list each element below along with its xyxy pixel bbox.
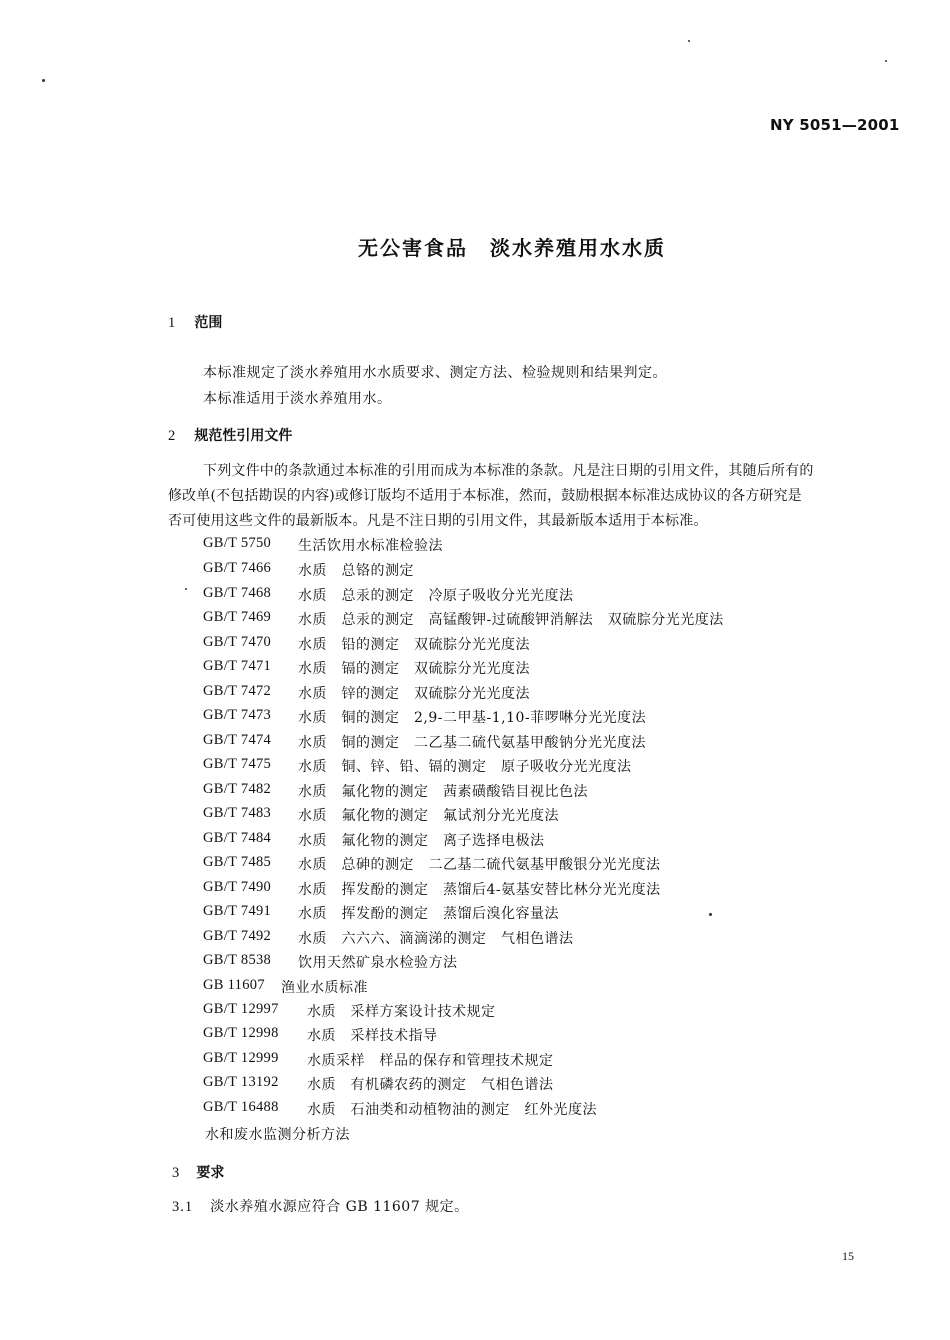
reference-title: 水质 氟化物的测定 离子选择电极法 <box>298 833 545 849</box>
scan-speck <box>185 588 187 590</box>
reference-item <box>203 1050 554 1072</box>
reference-title: 水质 铜的测定 二乙基二硫代氨基甲酸钠分光光度法 <box>298 735 646 751</box>
reference-title: 生活饮用水标准检验法 <box>298 538 443 554</box>
reference-title: 水质 锌的测定 双硫腙分光光度法 <box>298 686 530 702</box>
reference-code: GB/T 7484 <box>203 830 272 846</box>
scan-speck <box>885 60 887 62</box>
reference-item <box>203 609 724 631</box>
reference-code: GB 11607 <box>203 977 265 993</box>
reference-item <box>203 560 414 582</box>
reference-title: 水质 总砷的测定 二乙基二硫代氨基甲酸银分光光度法 <box>298 857 661 873</box>
reference-title: 水质 总铬的测定 <box>298 563 414 579</box>
clause-text: 淡水养殖水源应符合 GB 11607 规定。 <box>210 1199 469 1215</box>
references-intro-line: 下列文件中的条款通过本标准的引用而成为本标准的条款。凡是注日期的引用文件，其随后所有的 <box>203 463 814 479</box>
reference-title: 水质 铅的测定 双硫腙分光光度法 <box>298 637 530 653</box>
document-title: 无公害食品 淡水养殖用水水质 <box>358 236 666 260</box>
reference-code: GB/T 12997 <box>203 1001 279 1017</box>
reference-title: 水质 氟化物的测定 茜素磺酸锆目视比色法 <box>298 784 588 800</box>
reference-title: 渔业水质标准 <box>281 980 368 996</box>
page-number: 15 <box>842 1249 854 1263</box>
reference-item <box>203 928 574 950</box>
reference-code: GB/T 12998 <box>203 1025 279 1041</box>
reference-item <box>203 903 559 925</box>
reference-code: GB/T 7492 <box>203 928 272 944</box>
reference-item <box>203 1074 554 1096</box>
reference-title: 水质 总汞的测定 高锰酸钾-过硫酸钾消解法 双硫腙分光光度法 <box>298 612 724 628</box>
reference-code: GB/T 7483 <box>203 805 272 821</box>
reference-item <box>203 585 574 607</box>
reference-item <box>203 805 559 827</box>
reference-item <box>203 1001 496 1023</box>
reference-item <box>203 658 530 680</box>
scope-paragraph: 本标准规定了淡水养殖用水水质要求、测定方法、检验规则和结果判定。 <box>203 365 667 381</box>
reference-item <box>203 634 530 656</box>
reference-item <box>203 732 646 754</box>
section-number: 3 <box>172 1165 180 1181</box>
reference-title: 饮用天然矿泉水检验方法 <box>298 955 458 971</box>
reference-title: 水质 铜的测定 2,9-二甲基-1,10-菲啰啉分光光度法 <box>298 710 647 726</box>
reference-item <box>203 756 632 778</box>
reference-code: GB/T 7470 <box>203 634 272 650</box>
reference-code: GB/T 7485 <box>203 854 272 870</box>
reference-item <box>203 683 530 705</box>
clause-3-1 <box>172 1196 469 1216</box>
scope-paragraph: 本标准适用于淡水养殖用水。 <box>203 391 392 407</box>
scan-speck <box>42 79 45 82</box>
reference-code: GB/T 5750 <box>203 535 272 551</box>
reference-code: GB/T 7490 <box>203 879 272 895</box>
reference-title: 水质 采样方案设计技术规定 <box>307 1004 496 1020</box>
standard-code: NY 5051—2001 <box>770 116 900 134</box>
reference-title: 水质 铜、锌、铅、镉的测定 原子吸收分光光度法 <box>298 759 632 775</box>
reference-title: 水质 挥发酚的测定 蒸馏后溴化容量法 <box>298 906 559 922</box>
reference-code: GB/T 12999 <box>203 1050 279 1066</box>
reference-title: 水质 六六六、滴滴涕的测定 气相色谱法 <box>298 931 574 947</box>
section-number: 2 <box>168 428 176 444</box>
section-3-heading <box>172 1162 224 1182</box>
reference-code: GB/T 7473 <box>203 707 272 723</box>
section-2-heading <box>168 425 292 445</box>
references-intro-line: 修改单(不包括勘误的内容)或修订版均不适用于本标准，然而，鼓励根据本标准达成协议的各方研究是 <box>168 488 802 504</box>
references-intro-line: 否可使用这些文件的最新版本。凡是不注日期的引用文件，其最新版本适用于本标准。 <box>168 513 708 529</box>
reference-title: 水质 挥发酚的测定 蒸馏后4-氨基安替比林分光光度法 <box>298 882 661 898</box>
reference-item <box>203 952 458 974</box>
reference-code: GB/T 16488 <box>203 1099 279 1115</box>
reference-code: GB/T 13192 <box>203 1074 279 1090</box>
reference-item <box>203 781 588 803</box>
reference-code: GB/T 7466 <box>203 560 272 576</box>
clause-number: 3.1 <box>172 1199 194 1215</box>
reference-code: GB/T 8538 <box>203 952 272 968</box>
reference-item <box>203 879 661 901</box>
reference-item <box>203 707 647 729</box>
reference-item <box>203 830 545 852</box>
reference-code: GB/T 7474 <box>203 732 272 748</box>
reference-code: GB/T 7482 <box>203 781 272 797</box>
reference-title: 水质 石油类和动植物油的测定 红外光度法 <box>307 1102 597 1118</box>
section-title: 要求 <box>196 1165 225 1181</box>
reference-title: 水质 氟化物的测定 氟试剂分光光度法 <box>298 808 559 824</box>
reference-code: GB/T 7491 <box>203 903 272 919</box>
reference-code: GB/T 7471 <box>203 658 272 674</box>
reference-item <box>203 1099 597 1121</box>
reference-title: 水质 采样技术指导 <box>307 1028 438 1044</box>
reference-trailing-line: 水和废水监测分析方法 <box>205 1127 350 1143</box>
reference-code: GB/T 7475 <box>203 756 272 772</box>
reference-title: 水质采样 样品的保存和管理技术规定 <box>307 1053 554 1069</box>
section-1-heading <box>168 312 222 332</box>
reference-item <box>203 854 661 876</box>
section-number: 1 <box>168 315 176 331</box>
section-title: 范围 <box>194 315 223 331</box>
reference-code: GB/T 7469 <box>203 609 272 625</box>
reference-item <box>203 1025 438 1047</box>
reference-code: GB/T 7468 <box>203 585 272 601</box>
reference-item <box>203 977 368 999</box>
scan-speck <box>688 40 690 42</box>
reference-title: 水质 总汞的测定 冷原子吸收分光光度法 <box>298 588 574 604</box>
reference-code: GB/T 7472 <box>203 683 272 699</box>
scan-speck <box>709 913 712 916</box>
reference-title: 水质 镉的测定 双硫腙分光光度法 <box>298 661 530 677</box>
reference-item <box>203 535 443 557</box>
section-title: 规范性引用文件 <box>194 428 293 444</box>
reference-title: 水质 有机磷农药的测定 气相色谱法 <box>307 1077 554 1093</box>
